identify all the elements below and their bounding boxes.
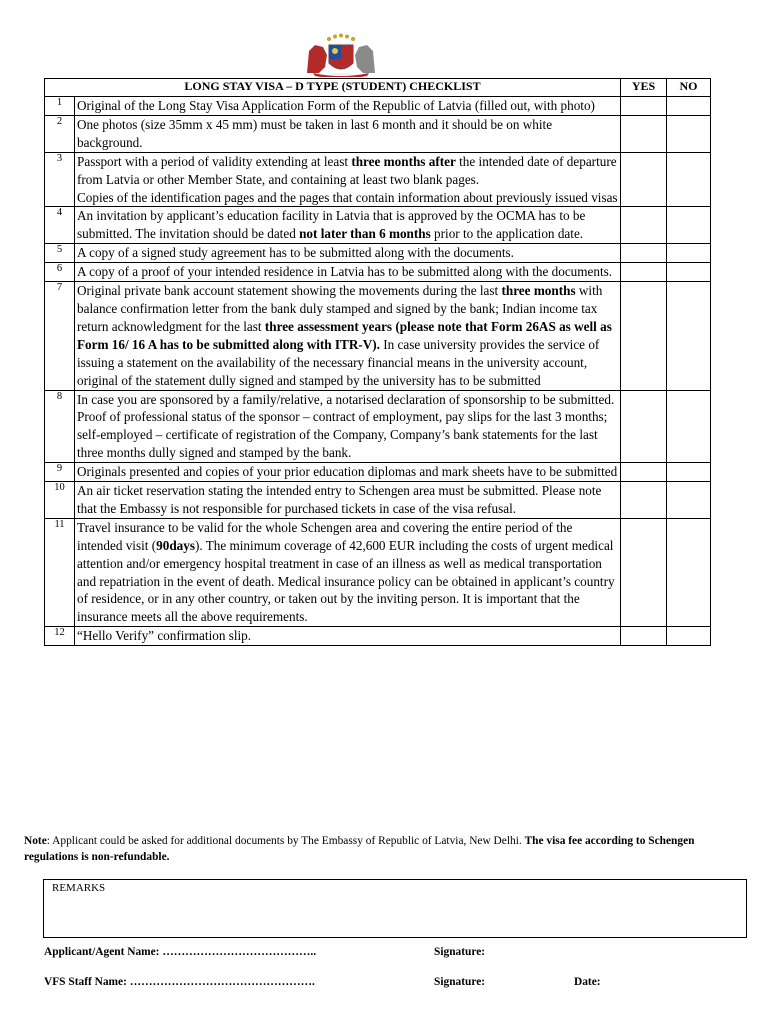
yes-checkbox-cell[interactable]	[621, 263, 667, 282]
row-requirement-text: In case you are sponsored by a family/relative, a notarised declaration of sponsorship to be submitted. Proof of professional status of the sponsor – contract of employment, pay slips for the last 3 months; self-employed – certificate of registration of the Company, Company’s bank statements for the last three months dully signed and stamped by the bank.	[75, 390, 621, 463]
row-requirement-text: One photos (size 35mm x 45 mm) must be taken in last 6 month and it should be on white background.	[75, 115, 621, 152]
remarks-label: REMARKS	[52, 882, 106, 894]
checklist-row	[45, 282, 711, 390]
no-checkbox-cell[interactable]	[667, 282, 711, 390]
latvia-coat-of-arms-icon	[301, 33, 381, 77]
yes-checkbox-cell[interactable]	[621, 152, 667, 207]
row-number: 7	[45, 282, 75, 390]
checklist-row	[45, 627, 711, 646]
no-checkbox-cell[interactable]	[667, 263, 711, 282]
no-checkbox-cell[interactable]	[667, 152, 711, 207]
row-number: 8	[45, 390, 75, 463]
no-column-header: NO	[667, 79, 711, 97]
yes-column-header: YES	[621, 79, 667, 97]
no-checkbox-cell[interactable]	[667, 627, 711, 646]
row-number: 1	[45, 97, 75, 116]
note-label: Note	[24, 835, 47, 847]
row-requirement-text: Travel insurance to be valid for the whole Schengen area and covering the entire period of the intended visit (90days). The minimum coverage of 42,600 EUR including the costs of urgent medical attention and/or emergency hospital treatment in case of an illness as well as medical transportation and repatriation in the event of death. Medical insurance policy can be obtained in applicant’s country of residence, or in any other country, or taken out by the inviting person. It is important that the insurance meets all the above requirements.	[75, 518, 621, 626]
row-requirement-text: “Hello Verify” confirmation slip.	[75, 627, 621, 646]
applicant-signature-field: Signature:	[434, 946, 486, 958]
note-bold-text: The visa fee according to Schengen regulations is non-refundable.	[24, 835, 695, 863]
yes-checkbox-cell[interactable]	[621, 627, 667, 646]
yes-checkbox-cell[interactable]	[621, 97, 667, 116]
date-field: Date:	[574, 976, 601, 988]
row-number: 4	[45, 207, 75, 244]
row-number: 12	[45, 627, 75, 646]
row-number: 2	[45, 115, 75, 152]
row-number: 5	[45, 244, 75, 263]
note-text: : Applicant could be asked for additional documents by The Embassy of Republic of Latvia, New Delhi.	[46, 835, 525, 847]
checklist-row	[45, 482, 711, 519]
no-checkbox-cell[interactable]	[667, 390, 711, 463]
no-checkbox-cell[interactable]	[667, 482, 711, 519]
checklist-table	[44, 78, 711, 646]
checklist-row	[45, 463, 711, 482]
row-requirement-text: A copy of a signed study agreement has to be submitted along with the documents.	[75, 244, 621, 263]
no-checkbox-cell[interactable]	[667, 463, 711, 482]
checklist-row	[45, 97, 711, 116]
checklist-row	[45, 390, 711, 463]
row-number: 10	[45, 482, 75, 519]
row-requirement-text: Original of the Long Stay Visa Application Form of the Republic of Latvia (filled out, with photo)	[75, 97, 621, 116]
no-checkbox-cell[interactable]	[667, 207, 711, 244]
no-checkbox-cell[interactable]	[667, 518, 711, 626]
checklist-title: LONG STAY VISA – D TYPE (STUDENT) CHECKLIST	[45, 79, 621, 97]
row-requirement-text: An invitation by applicant’s education facility in Latvia that is approved by the OCMA has to be submitted. The invitation should be dated not later than 6 months prior to the application date.	[75, 207, 621, 244]
yes-checkbox-cell[interactable]	[621, 115, 667, 152]
checklist-row	[45, 244, 711, 263]
row-number: 9	[45, 463, 75, 482]
yes-checkbox-cell[interactable]	[621, 482, 667, 519]
vfs-signature-field: Signature:	[434, 976, 486, 988]
vfs-staff-name-field: VFS Staff Name: ………………………………………….	[44, 976, 315, 988]
row-requirement-text: Original private bank account statement showing the movements during the last three months with balance confirmation letter from the bank duly stamped and signed by the bank; Indian income tax return acknowledgment for the last three assessment years (please note that Form 26AS as well as Form 16/ 16 A has to be submitted along with ITR-V). In case university provides the service of issuing a statement on the availability of the necessary financial means in the university account, original of the statement dully signed and stamped by the university has to be submitted	[75, 282, 621, 390]
yes-checkbox-cell[interactable]	[621, 244, 667, 263]
applicant-name-field: Applicant/Agent Name: …………………………………..	[44, 946, 317, 958]
yes-checkbox-cell[interactable]	[621, 463, 667, 482]
checklist-row	[45, 263, 711, 282]
checklist-row	[45, 152, 711, 207]
row-requirement-text: A copy of a proof of your intended residence in Latvia has to be submitted along with the documents.	[75, 263, 621, 282]
remarks-box[interactable]	[43, 879, 747, 938]
no-checkbox-cell[interactable]	[667, 244, 711, 263]
yes-checkbox-cell[interactable]	[621, 518, 667, 626]
no-checkbox-cell[interactable]	[667, 115, 711, 152]
row-requirement-text: An air ticket reservation stating the intended entry to Schengen area must be submitted. Please note that the Embassy is not responsible for purchased tickets in case of the visa refusal.	[75, 482, 621, 519]
no-checkbox-cell[interactable]	[667, 97, 711, 116]
row-requirement-text: Originals presented and copies of your prior education diplomas and mark sheets have to be submitted	[75, 463, 621, 482]
note-paragraph	[24, 833, 724, 865]
checklist-row	[45, 207, 711, 244]
yes-checkbox-cell[interactable]	[621, 390, 667, 463]
row-number: 6	[45, 263, 75, 282]
yes-checkbox-cell[interactable]	[621, 207, 667, 244]
row-number: 3	[45, 152, 75, 207]
row-requirement-text: Passport with a period of validity extending at least three months after the intended date of departure from Latvia or other Member State, and containing at least two blank pages. Copies of the identification pages and the pages that contain information about previously issued visas	[75, 152, 621, 207]
checklist-row	[45, 115, 711, 152]
checklist-row	[45, 518, 711, 626]
yes-checkbox-cell[interactable]	[621, 282, 667, 390]
row-number: 11	[45, 518, 75, 626]
